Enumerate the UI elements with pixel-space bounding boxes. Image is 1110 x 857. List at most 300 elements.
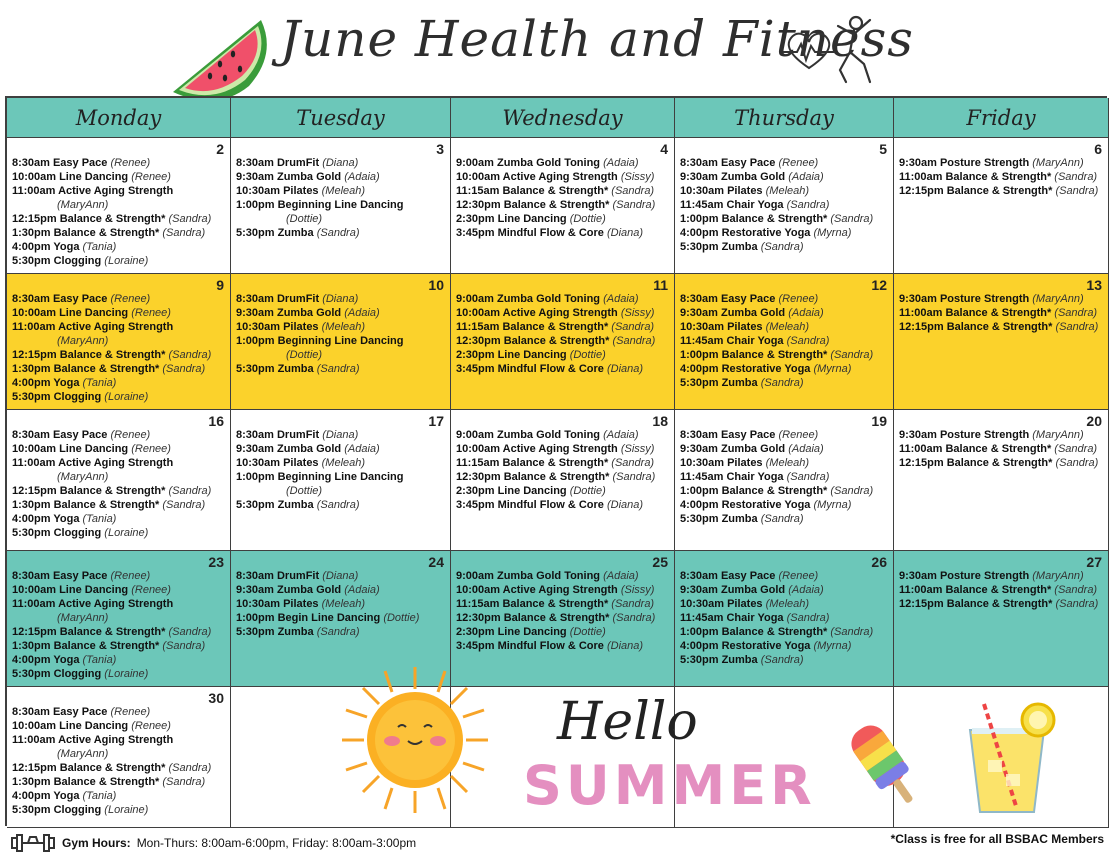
class-entry (899, 569, 1104, 583)
class-instructor: (Adaia) (344, 307, 380, 319)
class-time-name: 11:15am Balance & Strength* (456, 598, 609, 610)
class-entry (236, 442, 446, 456)
day-number: 2 (216, 141, 224, 157)
free-class-note: *Class is free for all BSBAC Members (890, 832, 1104, 846)
class-entry (456, 362, 670, 376)
class-entry (899, 583, 1104, 597)
class-instructor: (Renee) (778, 293, 819, 305)
class-time-name: 1:00pm Balance & Strength* (680, 626, 828, 638)
dumbbell-icon (10, 832, 56, 854)
class-instructor: (Meleah) (321, 185, 366, 197)
class-instructor: (Diana) (606, 363, 644, 375)
class-time-name: 12:30pm Balance & Strength* (456, 471, 610, 483)
class-time-name: 1:00pm Balance & Strength* (680, 349, 828, 361)
class-instructor: (Adaia) (788, 584, 824, 596)
day-number: 25 (652, 554, 668, 570)
class-instructor: (Meleah) (765, 185, 810, 197)
class-entry (456, 226, 670, 240)
class-time-name: 8:30am DrumFit (236, 157, 320, 169)
class-instructor: (Renee) (110, 706, 151, 718)
class-instructor: (Sandra) (162, 499, 206, 511)
gym-hours (10, 832, 416, 854)
class-entry (680, 156, 889, 170)
class-entry (899, 156, 1104, 170)
class-instructor: (Sandra) (786, 612, 830, 624)
day-number: 10 (428, 277, 444, 293)
class-instructor: (Renee) (131, 443, 171, 455)
class-time-name: 12:30pm Balance & Strength* (456, 612, 610, 624)
class-entry (12, 362, 226, 376)
class-instructor: (MaryAnn) (57, 199, 109, 211)
class-time-name: 11:15am Balance & Strength* (456, 457, 609, 469)
class-time-name: 1:30pm Balance & Strength* (12, 363, 160, 375)
class-instructor: (Sandra) (316, 626, 360, 638)
class-entry (456, 334, 670, 348)
class-entry (236, 334, 446, 348)
class-instructor: (Adaia) (344, 584, 380, 596)
class-instructor: (Sandra) (316, 499, 360, 511)
class-time-name: 10:00am Line Dancing (12, 584, 129, 596)
class-instructor: (Diana) (322, 293, 359, 305)
class-instructor: (Sandra) (830, 485, 874, 497)
class-entry (899, 292, 1104, 306)
day-header-friday: Friday (894, 98, 1109, 138)
class-instructor: (MaryAnn) (57, 471, 109, 483)
class-instructor: (Sandra) (611, 457, 655, 469)
class-instructor: (Diana) (606, 227, 644, 239)
page-title: June Health and Fitness (280, 10, 914, 68)
class-time-name: 4:00pm Restorative Yoga (680, 499, 811, 511)
class-instructor: (Sandra) (168, 485, 212, 497)
class-entry (680, 306, 889, 320)
class-instructor: (Renee) (131, 584, 171, 596)
class-entry (12, 334, 226, 348)
class-entry (12, 789, 226, 803)
class-instructor: (Sandra) (1054, 307, 1098, 319)
class-entry (12, 719, 226, 733)
class-instructor: (Sandra) (168, 626, 212, 638)
class-instructor: (Sissy) (620, 584, 655, 596)
class-time-name: 5:30pm Zumba (236, 363, 314, 375)
class-time-name: 12:15pm Balance & Strength* (899, 321, 1053, 333)
class-entry (12, 484, 226, 498)
class-time-name: 11:00am Active Aging Strength (12, 734, 174, 746)
class-instructor: (Diana) (322, 570, 359, 582)
class-instructor: (Sandra) (612, 612, 656, 624)
class-instructor: (Sandra) (760, 654, 804, 666)
class-time-name: 12:30pm Balance & Strength* (456, 199, 610, 211)
class-time-name: 1:30pm Balance & Strength* (12, 776, 160, 788)
class-entry (680, 583, 889, 597)
class-instructor: (MaryAnn) (1032, 157, 1084, 169)
class-entry (236, 226, 446, 240)
calendar-day-30 (7, 687, 231, 828)
watermelon-icon (165, 14, 275, 109)
class-entry (680, 348, 889, 362)
class-entry (456, 442, 670, 456)
class-instructor: (Renee) (110, 293, 151, 305)
class-entry (12, 320, 226, 334)
class-time-name: 1:00pm Balance & Strength* (680, 485, 828, 497)
calendar-day-10 (231, 274, 451, 410)
class-entry (456, 639, 670, 653)
class-instructor: (Adaia) (603, 429, 639, 441)
class-entry (12, 653, 226, 667)
class-time-name: 9:30am Zumba Gold (236, 443, 342, 455)
class-entry (236, 498, 446, 512)
summer-text: SUMMER (523, 754, 816, 817)
class-instructor: (Diana) (322, 429, 359, 441)
class-instructor: (Myrna) (813, 640, 852, 652)
class-instructor: (Dottie) (286, 213, 323, 225)
hello-text: Hello (557, 692, 698, 752)
class-instructor: (MaryAnn) (57, 612, 109, 624)
class-entry (456, 156, 670, 170)
class-time-name: 1:00pm Balance & Strength* (680, 213, 828, 225)
class-entry (456, 625, 670, 639)
class-time-name: 11:00am Balance & Strength* (899, 307, 1052, 319)
class-instructor: (Sandra) (760, 377, 804, 389)
day-header-tuesday: Tuesday (231, 98, 451, 138)
class-entry (456, 611, 670, 625)
class-time-name: 5:30pm Clogging (12, 804, 102, 816)
class-time-name: 9:00am Zumba Gold Toning (456, 157, 601, 169)
class-time-name: 5:30pm Zumba (680, 241, 758, 253)
class-entry (236, 456, 446, 470)
class-entry (12, 775, 226, 789)
class-time-name: 8:30am Easy Pace (12, 157, 108, 169)
class-entry (236, 597, 446, 611)
calendar-day-26 (675, 551, 894, 687)
class-instructor: (Sandra) (162, 227, 206, 239)
class-entry (456, 583, 670, 597)
class-entry (680, 512, 889, 526)
class-instructor: (Renee) (131, 307, 171, 319)
class-time-name: 10:30am Pilates (236, 598, 319, 610)
class-instructor: (Renee) (778, 157, 819, 169)
class-instructor: (Sandra) (1054, 171, 1098, 183)
class-entry (680, 170, 889, 184)
day-number: 3 (436, 141, 444, 157)
class-instructor: (Sandra) (1055, 598, 1099, 610)
class-entry (236, 428, 446, 442)
class-instructor: (Sandra) (162, 640, 206, 652)
class-instructor: (Renee) (110, 570, 151, 582)
calendar-day-19 (675, 410, 894, 551)
class-entry (236, 198, 446, 212)
class-time-name: 11:00am Balance & Strength* (899, 443, 1052, 455)
class-entry (899, 184, 1104, 198)
class-instructor: (MaryAnn) (57, 748, 109, 760)
class-instructor: (Sandra) (611, 321, 655, 333)
class-time-name: 4:00pm Yoga (12, 377, 80, 389)
class-time-name: 10:00am Active Aging Strength (456, 443, 618, 455)
class-entry (680, 470, 889, 484)
class-instructor: (Sandra) (760, 513, 804, 525)
class-time-name: 2:30pm Line Dancing (456, 213, 567, 225)
class-instructor: (Sandra) (830, 213, 874, 225)
calendar-day-11 (451, 274, 675, 410)
day-number: 27 (1086, 554, 1102, 570)
header (0, 0, 1110, 96)
class-entry (236, 484, 446, 498)
class-instructor: (Diana) (322, 157, 359, 169)
class-entry (236, 156, 446, 170)
class-instructor: (Sandra) (1055, 185, 1099, 197)
class-time-name: 1:30pm Balance & Strength* (12, 640, 160, 652)
class-time-name: 11:15am Balance & Strength* (456, 321, 609, 333)
class-entry (12, 292, 226, 306)
class-time-name: 5:30pm Clogging (12, 391, 102, 403)
calendar-day-12 (675, 274, 894, 410)
class-time-name: 4:00pm Restorative Yoga (680, 363, 811, 375)
class-time-name: 9:30am Posture Strength (899, 293, 1030, 305)
class-time-name: 5:30pm Zumba (680, 513, 758, 525)
class-instructor: (Sandra) (1055, 457, 1099, 469)
class-entry (899, 442, 1104, 456)
class-time-name: 2:30pm Line Dancing (456, 626, 567, 638)
class-instructor: (Adaia) (788, 171, 824, 183)
class-time-name: 5:30pm Zumba (680, 377, 758, 389)
class-time-name: 10:30am Pilates (236, 185, 319, 197)
class-instructor: (Adaia) (603, 570, 639, 582)
class-entry (680, 484, 889, 498)
class-entry (12, 198, 226, 212)
class-time-name: 11:15am Balance & Strength* (456, 185, 609, 197)
class-time-name: 10:30am Pilates (680, 598, 763, 610)
gym-hours-label: Gym Hours: (62, 836, 131, 850)
class-entry (12, 569, 226, 583)
class-entry (899, 320, 1104, 334)
class-entry (12, 470, 226, 484)
class-instructor: (Dottie) (569, 349, 606, 361)
class-instructor: (Sandra) (611, 185, 655, 197)
class-entry (12, 512, 226, 526)
class-entry (680, 240, 889, 254)
class-time-name: 10:00am Active Aging Strength (456, 584, 618, 596)
class-time-name: 3:45pm Mindful Flow & Core (456, 363, 604, 375)
heartbeat-icon (783, 28, 835, 72)
class-entry (12, 442, 226, 456)
popsicle-icon (836, 714, 932, 814)
day-number: 4 (660, 141, 668, 157)
class-instructor: (Tania) (82, 790, 117, 802)
class-entry (12, 611, 226, 625)
class-time-name: 12:15pm Balance & Strength* (12, 349, 166, 361)
class-entry (236, 306, 446, 320)
class-time-name: 9:30am Zumba Gold (680, 171, 786, 183)
class-entry (680, 625, 889, 639)
class-instructor: (Myrna) (813, 499, 852, 511)
class-time-name: 12:15pm Balance & Strength* (899, 185, 1053, 197)
class-time-name: 11:45am Chair Yoga (680, 199, 784, 211)
class-time-name: 9:30am Zumba Gold (236, 171, 342, 183)
class-time-name: 9:30am Zumba Gold (680, 307, 786, 319)
class-entry (236, 292, 446, 306)
class-instructor: (Tania) (82, 241, 117, 253)
day-header-thursday: Thursday (675, 98, 894, 138)
class-entry (680, 611, 889, 625)
class-instructor: (Myrna) (813, 363, 852, 375)
class-entry (680, 428, 889, 442)
class-entry (236, 184, 446, 198)
day-number: 11 (653, 277, 668, 293)
class-instructor: (Tania) (82, 377, 117, 389)
footer (0, 826, 1110, 857)
class-time-name: 5:30pm Clogging (12, 255, 102, 267)
day-number: 13 (1086, 277, 1102, 293)
class-entry (680, 292, 889, 306)
class-entry (236, 362, 446, 376)
day-number: 5 (879, 141, 887, 157)
day-header-wednesday: Wednesday (451, 98, 675, 138)
class-entry (456, 212, 670, 226)
class-time-name: 4:00pm Yoga (12, 790, 80, 802)
calendar-day-3 (231, 138, 451, 274)
class-time-name: 9:30am Zumba Gold (236, 584, 342, 596)
class-time-name: 8:30am Easy Pace (12, 429, 108, 441)
class-time-name: 11:00am Balance & Strength* (899, 584, 1052, 596)
class-time-name: 9:30am Posture Strength (899, 157, 1030, 169)
class-entry (456, 569, 670, 583)
class-time-name: 5:30pm Clogging (12, 527, 102, 539)
class-time-name: 1:00pm Begin Line Dancing (236, 612, 381, 624)
class-instructor: (Adaia) (344, 171, 380, 183)
class-entry (680, 569, 889, 583)
class-entry (680, 597, 889, 611)
class-entry (456, 292, 670, 306)
calendar-day-9 (7, 274, 231, 410)
class-time-name: 5:30pm Zumba (236, 626, 314, 638)
class-entry (12, 212, 226, 226)
class-instructor: (Renee) (110, 157, 151, 169)
day-number: 16 (208, 413, 224, 429)
class-entry (680, 456, 889, 470)
class-time-name: 2:30pm Line Dancing (456, 349, 567, 361)
class-time-name: 5:30pm Zumba (680, 654, 758, 666)
class-entry (236, 170, 446, 184)
class-entry (12, 583, 226, 597)
class-instructor: (Loraine) (104, 804, 149, 816)
calendar-day-18 (451, 410, 675, 551)
class-instructor: (Meleah) (321, 321, 366, 333)
class-instructor: (Sandra) (786, 335, 830, 347)
class-instructor: (Sissy) (620, 443, 655, 455)
class-entry (456, 348, 670, 362)
class-instructor: (Sandra) (168, 349, 212, 361)
class-entry (456, 184, 670, 198)
class-time-name: 10:30am Pilates (680, 321, 763, 333)
class-instructor: (MaryAnn) (1032, 429, 1084, 441)
class-entry (12, 376, 226, 390)
calendar-day-4 (451, 138, 675, 274)
class-instructor: (MaryAnn) (1032, 570, 1084, 582)
class-instructor: (Loraine) (104, 391, 149, 403)
class-time-name: 10:30am Pilates (680, 185, 763, 197)
class-entry (899, 456, 1104, 470)
class-instructor: (MaryAnn) (57, 335, 109, 347)
class-entry (236, 625, 446, 639)
class-time-name: 10:00am Line Dancing (12, 443, 129, 455)
class-entry (456, 456, 670, 470)
class-entry (12, 428, 226, 442)
class-time-name: 8:30am DrumFit (236, 293, 320, 305)
class-time-name: 12:15pm Balance & Strength* (899, 598, 1053, 610)
class-instructor: (MaryAnn) (1032, 293, 1084, 305)
calendar-day-27 (894, 551, 1109, 687)
class-entry (12, 156, 226, 170)
day-number: 19 (871, 413, 887, 429)
class-instructor: (Sandra) (1054, 443, 1098, 455)
class-instructor: (Dottie) (286, 485, 323, 497)
calendar-day-13 (894, 274, 1109, 410)
class-time-name: 8:30am Easy Pace (680, 429, 776, 441)
class-time-name: 10:00am Active Aging Strength (456, 307, 618, 319)
class-time-name: 8:30am Easy Pace (12, 570, 108, 582)
class-entry (12, 761, 226, 775)
class-instructor: (Sandra) (316, 227, 360, 239)
class-instructor: (Renee) (778, 570, 819, 582)
class-time-name: 9:00am Zumba Gold Toning (456, 429, 601, 441)
class-entry (12, 639, 226, 653)
class-time-name: 10:30am Pilates (680, 457, 763, 469)
class-entry (680, 198, 889, 212)
class-time-name: 10:00am Line Dancing (12, 171, 129, 183)
day-number: 24 (428, 554, 444, 570)
class-entry (899, 306, 1104, 320)
class-entry (680, 226, 889, 240)
class-time-name: 12:15pm Balance & Strength* (12, 485, 166, 497)
class-entry (680, 320, 889, 334)
class-instructor: (Meleah) (765, 457, 810, 469)
class-entry (12, 456, 226, 470)
class-entry (12, 498, 226, 512)
day-number: 23 (208, 554, 224, 570)
class-entry (12, 170, 226, 184)
class-time-name: 10:30am Pilates (236, 457, 319, 469)
class-instructor: (Sandra) (830, 349, 874, 361)
class-time-name: 10:00am Active Aging Strength (456, 171, 618, 183)
class-entry (456, 484, 670, 498)
class-instructor: (Diana) (606, 640, 644, 652)
class-time-name: 11:00am Active Aging Strength (12, 321, 174, 333)
class-time-name: 3:45pm Mindful Flow & Core (456, 499, 604, 511)
class-entry (456, 597, 670, 611)
class-time-name: 4:00pm Yoga (12, 241, 80, 253)
day-number: 6 (1094, 141, 1102, 157)
class-entry (680, 442, 889, 456)
class-entry (12, 526, 226, 540)
class-entry (12, 667, 226, 681)
class-time-name: 12:15pm Balance & Strength* (12, 762, 166, 774)
class-time-name: 4:00pm Yoga (12, 513, 80, 525)
class-instructor: (Sandra) (168, 762, 212, 774)
class-time-name: 5:30pm Zumba (236, 499, 314, 511)
class-entry (456, 428, 670, 442)
day-number: 9 (216, 277, 224, 293)
class-time-name: 9:00am Zumba Gold Toning (456, 570, 601, 582)
class-time-name: 10:00am Line Dancing (12, 307, 129, 319)
class-instructor: (Sandra) (612, 471, 656, 483)
class-instructor: (Sandra) (162, 363, 206, 375)
class-instructor: (Meleah) (765, 598, 810, 610)
class-time-name: 1:30pm Balance & Strength* (12, 227, 160, 239)
class-time-name: 9:00am Zumba Gold Toning (456, 293, 601, 305)
class-time-name: 4:00pm Restorative Yoga (680, 227, 811, 239)
class-entry (12, 733, 226, 747)
class-time-name: 12:15pm Balance & Strength* (12, 626, 166, 638)
day-number: 20 (1086, 413, 1102, 429)
